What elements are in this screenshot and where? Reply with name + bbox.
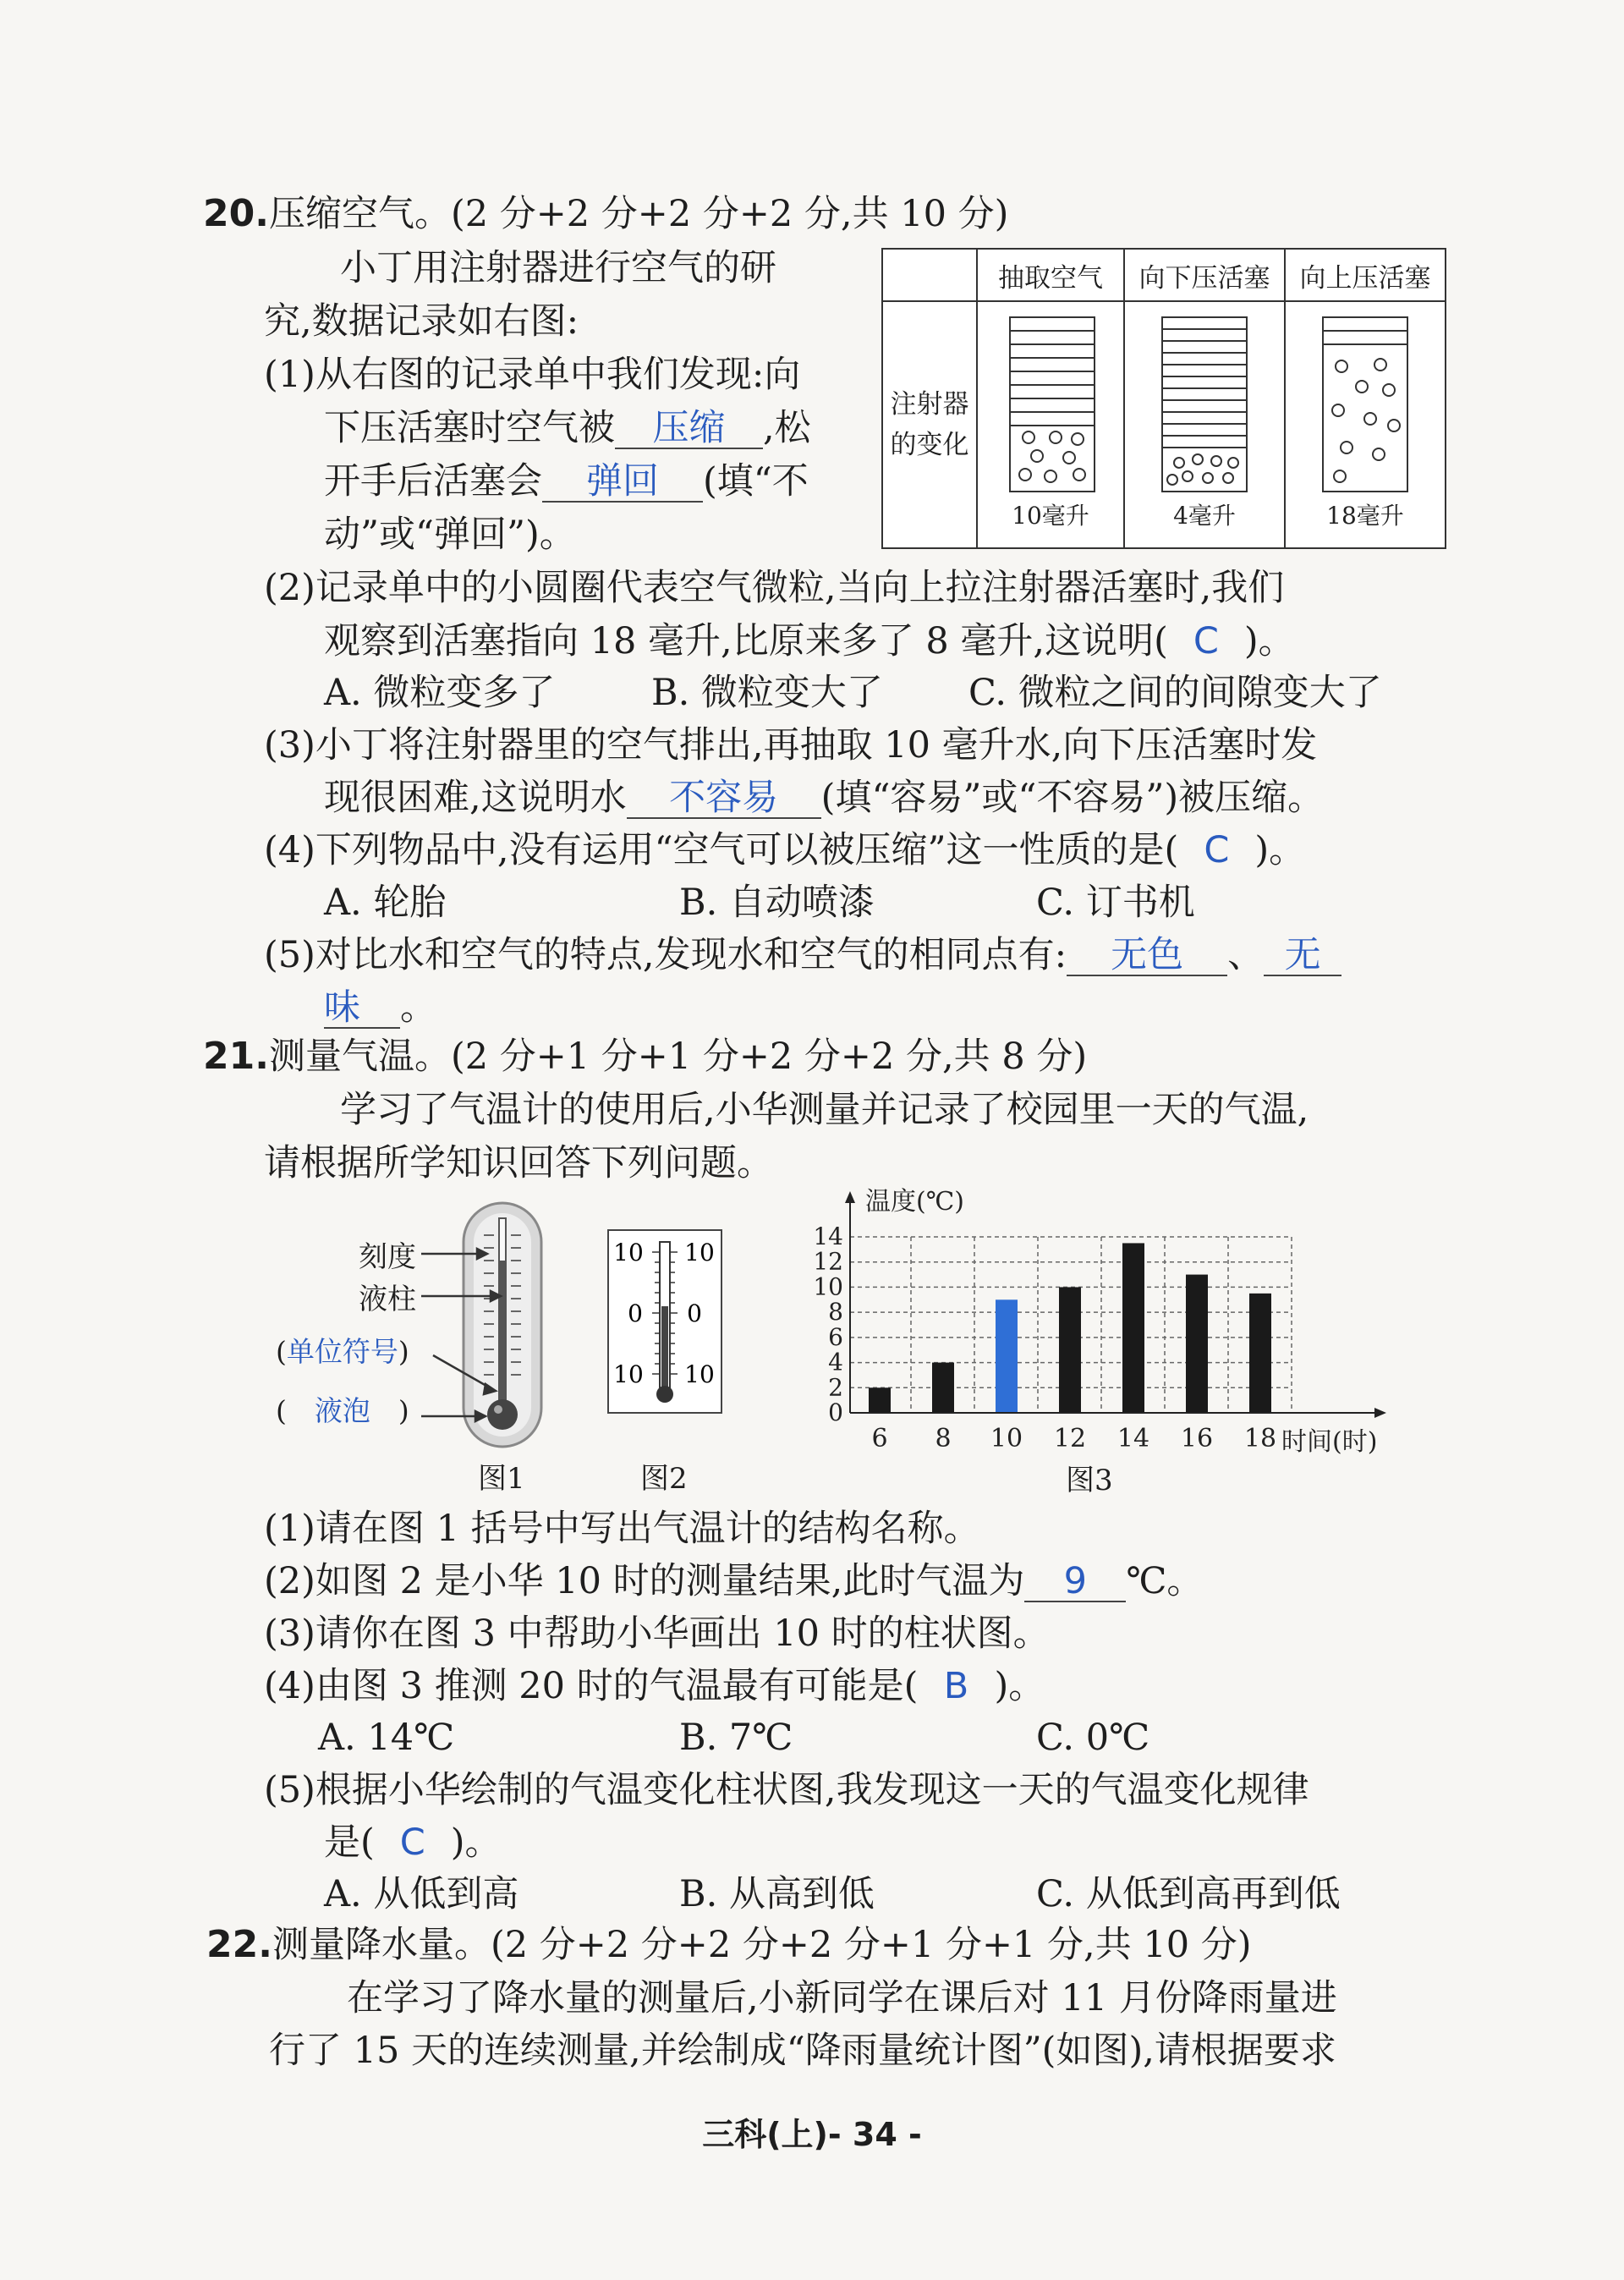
figure-2 (606, 1228, 725, 1508)
q20-p2-b (324, 618, 1295, 664)
y-tick-label: 14 (813, 1222, 843, 1250)
thermometer-reading-image (606, 1228, 725, 1415)
q20-p1-b-text: 下压活塞时空气被 (324, 407, 615, 449)
chart-axes (845, 1191, 1386, 1418)
figure-3-caption: 图3 (1066, 1464, 1113, 1497)
syringe-3-volume: 18毫升 (1326, 502, 1404, 530)
syringe-1-image (978, 302, 1123, 541)
q21-p4-tail: )。 (994, 1665, 1045, 1707)
q20-number: 20. (203, 192, 269, 235)
q21-heading (203, 1034, 1087, 1080)
q20-p4-opt-b: B. 自动喷漆 (679, 882, 875, 924)
q22-intro-2: 行了 15 天的连续测量,并绘制成“降雨量统计图”(如图),请根据要求 (269, 2030, 1336, 2072)
bar-18 (1249, 1294, 1271, 1413)
y-tick-label: 8 (828, 1298, 843, 1327)
q20-p5-b (324, 985, 436, 1030)
syringe-record-table (881, 248, 1446, 549)
q22-heading (206, 1922, 1252, 1968)
q20-p5-blank-2b[interactable]: 味 (324, 988, 400, 1029)
q20-p1-blank[interactable]: 压缩 (615, 409, 763, 449)
q21-p2-blank[interactable]: 9 (1024, 1562, 1126, 1602)
x-tick-label: 16 (1180, 1424, 1214, 1453)
fig2-tick-mid-left: 0 (628, 1299, 643, 1327)
chart-labels (813, 1187, 1377, 1457)
x-axis-title: 时间(时) (1281, 1427, 1378, 1457)
syringe-2-volume: 4毫升 (1173, 502, 1236, 530)
q20-p1-b-tail: ,松 (763, 407, 811, 449)
q20-p3-blank[interactable]: 不容易 (627, 778, 821, 819)
figure-3 (813, 1184, 1408, 1514)
thermometer-label-scale: 刻度 (359, 1240, 416, 1274)
q20-p4-a (264, 827, 1305, 873)
q21-intro-2: 请根据所学知识回答下列问题。 (264, 1142, 773, 1184)
q20-p3-a: (3)小丁将注射器里的空气排出,再抽取 10 毫升水,向下压活塞时发 (264, 724, 1318, 766)
q20-p2-a: (2)记录单中的小圆圈代表空气微粒,当向上拉注射器活塞时,我们 (264, 567, 1285, 609)
y-tick-label: 0 (828, 1398, 843, 1426)
q20-heading (203, 191, 1008, 237)
q21-p5-opt-a: A. 从低到高 (324, 1873, 519, 1915)
q21-p5-opt-c: C. 从低到高再到低 (1036, 1873, 1341, 1915)
row-label-2: 的变化 (890, 430, 969, 460)
bar-10 (996, 1299, 1018, 1413)
q21-p2 (264, 1558, 1203, 1604)
temperature-bar-chart (813, 1184, 1408, 1464)
q20-p1-d: 动”或“弹回”)。 (324, 514, 576, 556)
q20-p2-b-text: 观察到活塞指向 18 毫升,比原来多了 8 毫升,这说明( (324, 620, 1168, 662)
bar-12 (1059, 1287, 1081, 1413)
q21-p4 (264, 1663, 1045, 1709)
q20-p1-b (324, 405, 811, 451)
table-row-label (882, 301, 977, 548)
q20-p5-b-tail: 。 (400, 986, 436, 1029)
q20-p2-opt-c: C. 微粒之间的间隙变大了 (968, 672, 1382, 714)
q20-p3-b (324, 775, 1324, 821)
q21-p4-text: (4)由图 3 推测 20 时的气温最有可能是( (264, 1665, 919, 1707)
q21-p4-answer[interactable]: B (943, 1665, 969, 1707)
q21-p5-a: (5)根据小华绘制的气温变化柱状图,我发现这一天的气温变化规律 (264, 1769, 1309, 1811)
fig2-tick-bot-left: 10 (613, 1360, 644, 1388)
y-tick-label: 12 (813, 1247, 843, 1276)
y-tick-label: 2 (828, 1373, 843, 1402)
x-axis-arrow (1374, 1408, 1386, 1418)
q20-p5-a (264, 932, 1341, 978)
q22-intro-1: 在学习了降水量的测量后,小新同学在课后对 11 月份降雨量进 (347, 1977, 1337, 2019)
q21-intro-1: 学习了气温计的使用后,小华测量并记录了校园里一天的气温, (340, 1089, 1309, 1131)
fig2-tick-top-left: 10 (613, 1239, 644, 1266)
q21-p1: (1)请在图 1 括号中写出气温计的结构名称。 (264, 1508, 980, 1550)
fig2-tick-bot-right: 10 (684, 1360, 715, 1388)
q20-p2-opt-a: A. 微粒变多了 (324, 672, 556, 714)
q20-title: 压缩空气。(2 分+2 分+2 分+2 分,共 10 分) (268, 193, 1009, 235)
y-tick-label: 10 (813, 1272, 843, 1301)
q20-p4-opt-c: C. 订书机 (1036, 882, 1195, 924)
q21-number: 21. (203, 1035, 269, 1078)
syringe-1-volume: 10毫升 (1012, 502, 1089, 530)
q20-p5-blank-2a[interactable]: 无 (1264, 936, 1341, 976)
syringe-cell-1 (977, 301, 1124, 548)
q20-p1-blank-2[interactable]: 弹回 (542, 462, 703, 503)
syringe-cell-3 (1285, 301, 1446, 548)
q20-p1-a: (1)从右图的记录单中我们发现:向 (264, 354, 801, 396)
figure-1-caption: 图1 (478, 1462, 525, 1496)
fig2-tick-mid-right: 0 (687, 1299, 702, 1327)
q20-p4-a-tail: )。 (1254, 829, 1306, 871)
y-axis-title: 温度(℃) (865, 1187, 964, 1217)
q20-p1-c (324, 459, 809, 504)
fig2-tick-top-right: 10 (684, 1239, 715, 1266)
thermometer-unit-answer[interactable]: 单位符号 (286, 1335, 398, 1368)
table-col-3: 向上压活塞 (1285, 249, 1446, 301)
page-footer: 三科(上)- 34 - (702, 2116, 922, 2153)
bar-14 (1122, 1243, 1144, 1413)
y-axis-arrow (845, 1191, 855, 1203)
q21-p5-b-text: 是( (324, 1821, 375, 1864)
q21-p5-opt-b: B. 从高到低 (679, 1873, 875, 1915)
q20-p4-a-text: (4)下列物品中,没有运用“空气可以被压缩”这一性质的是( (264, 829, 1179, 871)
table-col-1: 抽取空气 (977, 249, 1124, 301)
q20-p3-b-text: 现很困难,这说明水 (324, 777, 627, 819)
figure-1 (271, 1201, 558, 1506)
thermometer-bulb-answer[interactable]: 液泡 (314, 1394, 370, 1427)
syringe-3-image (1286, 302, 1445, 541)
q20-p4-answer[interactable]: C (1204, 829, 1230, 871)
q21-p5-b-tail: )。 (450, 1821, 502, 1864)
q21-p2-tail: ℃。 (1126, 1560, 1204, 1602)
thermometer-label-column: 液柱 (359, 1283, 416, 1316)
q21-p3: (3)请你在图 3 中帮助小华画出 10 时的柱状图。 (264, 1612, 1050, 1655)
x-tick-label: 14 (1116, 1424, 1150, 1453)
q20-p1-c-tail: (填“不 (703, 460, 809, 503)
q20-p5-a-text: (5)对比水和空气的特点,发现水和空气的相同点有: (264, 934, 1067, 976)
q21-p5-b (324, 1820, 502, 1865)
y-tick-label: 4 (828, 1348, 843, 1376)
bar-8 (932, 1363, 954, 1413)
q20-intro-2: 究,数据记录如右图: (264, 300, 579, 343)
thermometer-label-bulb: ( 液泡 ) (276, 1389, 409, 1429)
q20-p1-c-text: 开手后活塞会 (324, 460, 542, 503)
x-tick-label: 6 (871, 1424, 888, 1453)
q21-p4-opt-a: A. 14℃ (318, 1717, 455, 1759)
bar-6 (869, 1387, 891, 1413)
table-corner (882, 249, 977, 301)
syringe-cell-2 (1124, 301, 1285, 548)
q20-p2-opt-b: B. 微粒变大了 (651, 672, 883, 714)
x-tick-label: 10 (990, 1424, 1023, 1453)
bar-16 (1186, 1275, 1208, 1413)
q20-p3-b-tail: (填“容易”或“不容易”)被压缩。 (820, 777, 1325, 819)
q20-p2-b-tail: )。 (1243, 620, 1295, 662)
q20-p4-opt-a: A. 轮胎 (324, 882, 447, 924)
syringe-2-image (1125, 302, 1284, 541)
x-tick-label: 18 (1243, 1424, 1277, 1453)
q20-p5-sep: 、 (1227, 934, 1265, 976)
table-col-2: 向下压活塞 (1124, 249, 1285, 301)
q21-p5-answer[interactable]: C (399, 1821, 425, 1864)
q22-title: 测量降水量。(2 分+2 分+2 分+2 分+1 分+1 分,共 10 分) (272, 1924, 1252, 1966)
y-tick-label: 6 (828, 1322, 843, 1351)
q21-p4-opt-b: B. 7℃ (679, 1717, 793, 1759)
q22-number: 22. (206, 1923, 272, 1966)
q21-p2-text: (2)如图 2 是小华 10 时的测量结果,此时气温为 (264, 1560, 1025, 1602)
q20-intro-1: 小丁用注射器进行空气的研 (340, 247, 776, 289)
x-tick-label: 12 (1053, 1424, 1087, 1453)
q21-p4-opt-c: C. 0℃ (1036, 1717, 1150, 1759)
x-tick-label: 8 (935, 1424, 952, 1453)
row-label-1: 注射器 (890, 389, 969, 420)
q20-p2-answer[interactable]: C (1193, 620, 1219, 662)
q20-p5-blank-1[interactable]: 无色 (1067, 936, 1227, 976)
q21-title: 测量气温。(2 分+1 分+1 分+2 分+2 分,共 8 分) (268, 1036, 1088, 1078)
thermometer-label-unit: (单位符号) (276, 1335, 409, 1368)
figure-2-caption: 图2 (640, 1462, 688, 1496)
